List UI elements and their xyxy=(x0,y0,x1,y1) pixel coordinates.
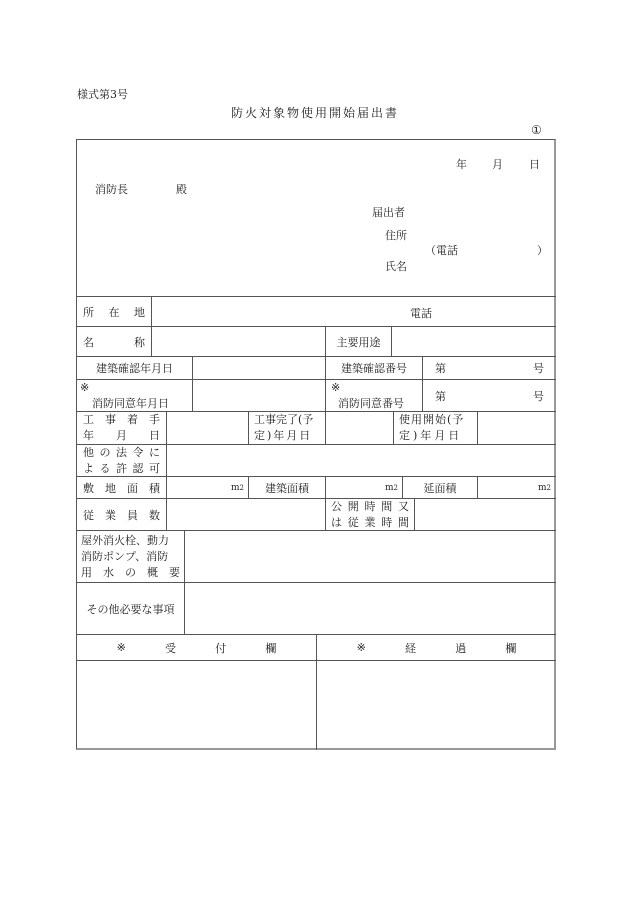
date-year: 年 xyxy=(456,158,467,171)
construction-start-label: 工 事 着 手 年 月 日 xyxy=(83,413,160,442)
fire-consent-number-label: 消防同意番号 xyxy=(338,397,404,410)
form-number: 様式第3号 xyxy=(77,88,128,101)
location-input[interactable] xyxy=(152,297,556,326)
fire-consent-date-mark: ※ xyxy=(80,381,90,394)
water-facilities-input[interactable] xyxy=(185,531,556,582)
progress-column-header: ※ 経 過 欄 xyxy=(356,641,517,655)
location-label: 所 在 地 xyxy=(83,305,145,319)
building-confirm-number-label: 建築確認番号 xyxy=(341,362,407,375)
total-floor-area-label: 延面積 xyxy=(423,481,457,495)
building-confirm-date-label: 建築確認年月日 xyxy=(96,362,173,375)
employee-count-label: 従 業 員 数 xyxy=(83,508,160,522)
name-label: 氏名 xyxy=(385,260,407,273)
use-start-label: 使用開始(予 定)年月日 xyxy=(399,413,465,442)
building-area-label: 建築面積 xyxy=(265,481,309,495)
other-permits-label: 他 の 法 令 に よ る 許 認 可 xyxy=(83,445,160,475)
construction-complete-input[interactable] xyxy=(326,412,393,444)
building-confirm-number-input[interactable]: 第 号 xyxy=(435,362,544,375)
name-label: 名 称 xyxy=(83,335,145,349)
date-day: 日 xyxy=(529,158,540,171)
main-use-label: 主要用途 xyxy=(336,335,381,349)
fire-consent-number-input[interactable]: 第 号 xyxy=(435,389,544,403)
name-input[interactable] xyxy=(152,327,325,356)
main-use-input[interactable] xyxy=(392,327,556,356)
employee-count-input[interactable] xyxy=(167,499,325,530)
notifier-label: 届出者 xyxy=(372,206,405,219)
page-mark: ① xyxy=(531,123,542,137)
phone-close: ） xyxy=(537,244,548,257)
addressee: 消防長 xyxy=(95,183,128,196)
building-area-input[interactable]: m 2 xyxy=(384,482,398,493)
water-facilities-label: 屋外消火栓、動力 消防ポンプ、消防 用 水 の 概 要 xyxy=(81,533,180,579)
fire-consent-date-input[interactable] xyxy=(193,380,325,411)
building-confirm-date-input[interactable] xyxy=(193,357,325,379)
document-title: 防火対象物使用開始届出書 xyxy=(230,106,399,120)
construction-start-input[interactable] xyxy=(167,412,248,444)
hours-input[interactable] xyxy=(415,499,556,530)
address-label: 住所 xyxy=(385,229,407,242)
reception-area[interactable] xyxy=(77,661,316,749)
progress-area[interactable] xyxy=(317,661,555,749)
other-matters-input[interactable] xyxy=(185,583,556,634)
other-matters-label: その他必要な事項 xyxy=(86,602,175,616)
total-floor-area-input[interactable]: m 2 xyxy=(537,482,551,493)
reception-column-header: ※ 受 付 欄 xyxy=(116,641,277,655)
location-phone-label: 電話 xyxy=(410,307,432,320)
site-area-label: 敷 地 面 積 xyxy=(83,481,160,495)
fire-consent-number-mark: ※ xyxy=(331,381,341,394)
other-permits-input[interactable] xyxy=(167,445,556,476)
site-area-input[interactable]: m 2 xyxy=(230,482,244,493)
honorific: 殿 xyxy=(176,183,187,196)
use-start-input[interactable] xyxy=(478,412,556,444)
fire-consent-date-label: 消防同意年月日 xyxy=(92,397,169,410)
construction-complete-label: 工事完了(予 定)年月日 xyxy=(254,413,314,442)
hours-label: 公 開 時 間 又 は 従 業 時 間 xyxy=(331,499,409,529)
date-month: 月 xyxy=(492,158,503,171)
phone-open: （電話 xyxy=(425,244,458,257)
